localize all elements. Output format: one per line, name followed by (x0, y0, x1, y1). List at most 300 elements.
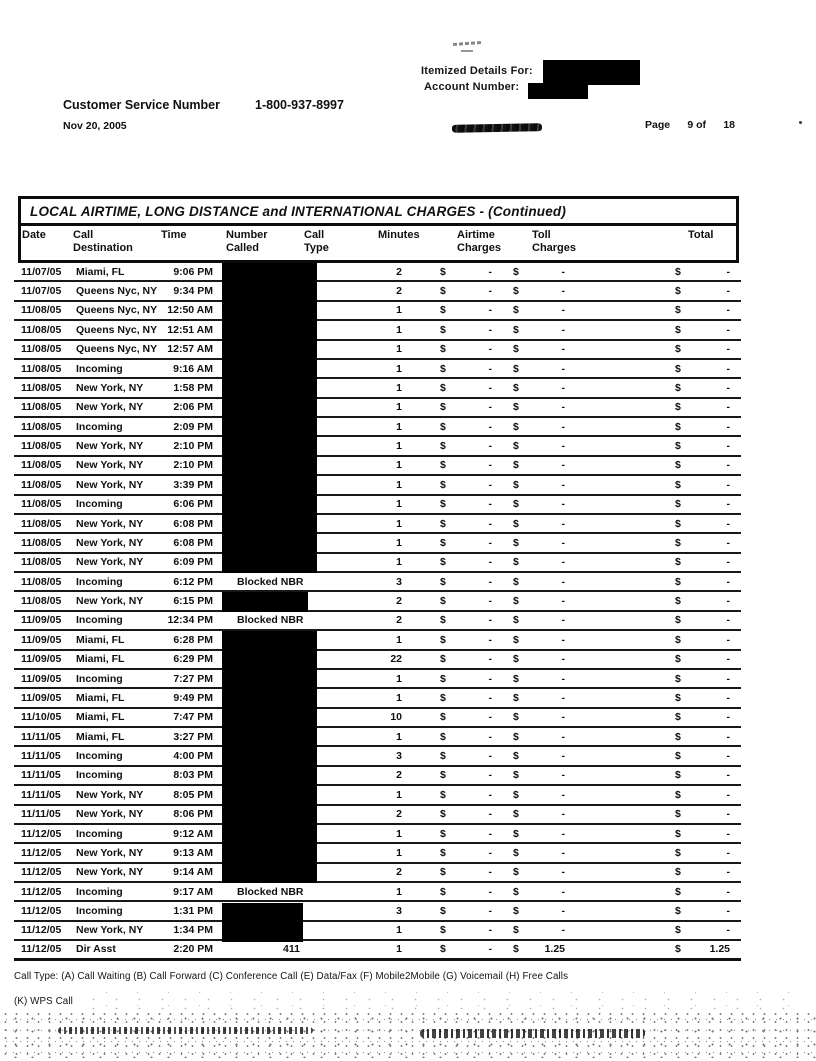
cell-total (675, 634, 730, 646)
cell-date: 11/12/05 (21, 866, 62, 879)
toll-value: - (561, 595, 565, 608)
cell-minutes: 10 (390, 711, 402, 724)
toll-value: - (561, 808, 565, 821)
column-header-time: Time (161, 229, 187, 241)
cell-airtime-charges (440, 556, 492, 568)
table-row (14, 321, 741, 340)
total-value: - (726, 595, 730, 608)
cell-call-destination: Incoming (76, 769, 123, 782)
table-row (14, 631, 741, 650)
cell-time: 2:20 PM (173, 943, 213, 956)
total-value: - (726, 323, 730, 336)
airtime-value: - (488, 536, 492, 549)
table-row (14, 825, 741, 844)
cell-airtime-charges (440, 653, 492, 665)
cell-call-destination: Incoming (76, 672, 123, 685)
cell-call-destination: New York, NY (76, 440, 144, 453)
cell-time: 6:08 PM (173, 517, 213, 530)
total-value: - (726, 285, 730, 298)
table-row (14, 728, 741, 747)
cell-toll-charges (513, 828, 565, 840)
column-header-call-destination: Call Destination (73, 229, 133, 254)
scan-noise (58, 1027, 313, 1034)
cell-total (675, 886, 730, 898)
cell-call-destination: New York, NY (76, 808, 144, 821)
cell-minutes: 3 (396, 905, 402, 918)
airtime-value: - (488, 343, 492, 356)
cell-toll-charges (513, 905, 565, 917)
cell-minutes: 1 (396, 672, 402, 685)
cell-call-destination: Incoming (76, 362, 123, 375)
table-row (14, 496, 741, 515)
cell-airtime-charges (440, 789, 492, 801)
scan-noise (0, 1010, 816, 1058)
toll-value: - (561, 556, 565, 569)
toll-value: - (561, 381, 565, 394)
currency-symbol: $ (440, 711, 446, 724)
airtime-value: - (488, 381, 492, 394)
currency-symbol: $ (675, 498, 681, 511)
cell-total (675, 595, 730, 607)
currency-symbol: $ (675, 362, 681, 375)
toll-value: - (561, 769, 565, 782)
cell-total (675, 537, 730, 549)
table-title-row (21, 199, 736, 226)
cell-toll-charges (513, 382, 565, 394)
total-value: - (726, 614, 730, 627)
airtime-value: - (488, 304, 492, 317)
cell-date: 11/09/05 (21, 653, 62, 666)
total-value: - (726, 478, 730, 491)
cell-airtime-charges (440, 266, 492, 278)
cell-time: 9:13 AM (173, 846, 213, 859)
redaction-box-number-called (222, 592, 308, 612)
total-value: - (726, 846, 730, 859)
table-row (14, 457, 741, 476)
toll-value: - (561, 459, 565, 472)
currency-symbol: $ (440, 866, 446, 879)
currency-symbol: $ (440, 517, 446, 530)
cell-toll-charges (513, 711, 565, 723)
cell-toll-charges (513, 943, 565, 955)
cell-minutes: 1 (396, 633, 402, 646)
cell-call-destination: New York, NY (76, 924, 144, 937)
cell-call-destination: New York, NY (76, 556, 144, 569)
page-total: 18 (723, 119, 735, 131)
airtime-value: - (488, 614, 492, 627)
toll-value: - (561, 362, 565, 375)
cell-date: 11/08/05 (21, 478, 62, 491)
cell-call-destination: Incoming (76, 575, 123, 588)
currency-symbol: $ (440, 498, 446, 511)
toll-value: - (561, 653, 565, 666)
cell-date: 11/10/05 (21, 711, 62, 724)
cell-minutes: 1 (396, 846, 402, 859)
currency-symbol: $ (440, 672, 446, 685)
table-row (14, 864, 741, 883)
airtime-value: - (488, 575, 492, 588)
currency-symbol: $ (440, 362, 446, 375)
cell-toll-charges (513, 769, 565, 781)
cell-airtime-charges (440, 518, 492, 530)
call-type-legend: Call Type: (A) Call Waiting (B) Call Forward (C) Conference Call (E) Data/Fax (F) Mobile2Mobile (G) Voicemail (H) Free Calls (14, 971, 569, 982)
currency-symbol: $ (513, 653, 519, 666)
total-value: - (726, 827, 730, 840)
airtime-value: - (488, 653, 492, 666)
cell-minutes: 1 (396, 827, 402, 840)
table-row (14, 515, 741, 534)
column-header-total: Total (688, 229, 714, 241)
airtime-value: - (488, 750, 492, 763)
table-row (14, 922, 741, 941)
cell-total (675, 905, 730, 917)
currency-symbol: $ (513, 556, 519, 569)
table-row (14, 941, 741, 960)
cell-date: 11/07/05 (21, 285, 62, 298)
cell-minutes: 1 (396, 498, 402, 511)
airtime-value: - (488, 478, 492, 491)
cell-time: 2:10 PM (173, 440, 213, 453)
currency-symbol: $ (440, 943, 446, 956)
toll-value: 1.25 (544, 943, 565, 956)
cell-airtime-charges (440, 421, 492, 433)
scan-scribble (452, 123, 542, 133)
total-value: - (726, 788, 730, 801)
cell-toll-charges (513, 421, 565, 433)
cell-total (675, 576, 730, 588)
cell-minutes: 1 (396, 381, 402, 394)
currency-symbol: $ (440, 323, 446, 336)
table-row (14, 651, 741, 670)
cell-date: 11/08/05 (21, 401, 62, 414)
cell-total (675, 711, 730, 723)
cell-toll-charges (513, 537, 565, 549)
table-row (14, 302, 741, 321)
cell-total (675, 673, 730, 685)
toll-value: - (561, 711, 565, 724)
currency-symbol: $ (675, 885, 681, 898)
scan-dot (799, 121, 802, 124)
cell-airtime-charges (440, 382, 492, 394)
redaction-box-itemized-details (543, 60, 640, 85)
airtime-value: - (488, 498, 492, 511)
cell-number-called: Blocked NBR (237, 614, 304, 627)
cell-call-destination: New York, NY (76, 595, 144, 608)
toll-value: - (561, 614, 565, 627)
table-column-headers (21, 226, 736, 257)
currency-symbol: $ (675, 323, 681, 336)
cell-time: 12:50 AM (167, 304, 213, 317)
cell-total (675, 479, 730, 491)
cell-toll-charges (513, 343, 565, 355)
cell-time: 4:00 PM (173, 750, 213, 763)
currency-symbol: $ (513, 730, 519, 743)
cell-toll-charges (513, 653, 565, 665)
cell-toll-charges (513, 595, 565, 607)
cell-toll-charges (513, 731, 565, 743)
cell-call-destination: New York, NY (76, 478, 144, 491)
currency-symbol: $ (675, 304, 681, 317)
total-value: - (726, 769, 730, 782)
table-row (14, 612, 741, 631)
cell-airtime-charges (440, 905, 492, 917)
cell-airtime-charges (440, 324, 492, 336)
airtime-value: - (488, 827, 492, 840)
cell-total (675, 324, 730, 336)
total-value: - (726, 691, 730, 704)
total-value: - (726, 711, 730, 724)
redaction-box-account-number (528, 83, 588, 99)
currency-symbol: $ (675, 730, 681, 743)
scan-smudge (453, 41, 481, 46)
cell-minutes: 1 (396, 943, 402, 956)
currency-symbol: $ (675, 691, 681, 704)
total-value: - (726, 808, 730, 821)
cell-number-called: Blocked NBR (237, 885, 304, 898)
cell-toll-charges (513, 498, 565, 510)
currency-symbol: $ (675, 846, 681, 859)
currency-symbol: $ (675, 653, 681, 666)
airtime-value: - (488, 730, 492, 743)
cell-minutes: 2 (396, 769, 402, 782)
page-indicator (645, 119, 735, 131)
currency-symbol: $ (513, 808, 519, 821)
airtime-value: - (488, 905, 492, 918)
cell-airtime-charges (440, 673, 492, 685)
currency-symbol: $ (440, 905, 446, 918)
cell-total (675, 440, 730, 452)
cell-date: 11/09/05 (21, 672, 62, 685)
currency-symbol: $ (675, 440, 681, 453)
cell-total (675, 847, 730, 859)
cell-toll-charges (513, 634, 565, 646)
itemized-details-label: Itemized Details For: (421, 65, 533, 77)
toll-value: - (561, 478, 565, 491)
cell-total (675, 750, 730, 762)
cell-time: 8:05 PM (173, 788, 213, 801)
cell-total (675, 304, 730, 316)
scan-noise (420, 1029, 645, 1038)
total-value: - (726, 905, 730, 918)
cell-toll-charges (513, 847, 565, 859)
cell-minutes: 3 (396, 575, 402, 588)
currency-symbol: $ (513, 672, 519, 685)
cell-call-destination: New York, NY (76, 401, 144, 414)
cell-total (675, 653, 730, 665)
currency-symbol: $ (440, 575, 446, 588)
cell-time: 6:29 PM (173, 653, 213, 666)
cell-time: 9:49 PM (173, 691, 213, 704)
currency-symbol: $ (675, 711, 681, 724)
table-row (14, 689, 741, 708)
currency-symbol: $ (675, 420, 681, 433)
cell-toll-charges (513, 285, 565, 297)
currency-symbol: $ (675, 459, 681, 472)
cell-call-destination: Incoming (76, 885, 123, 898)
currency-symbol: $ (513, 769, 519, 782)
airtime-value: - (488, 672, 492, 685)
currency-symbol: $ (513, 478, 519, 491)
cell-date: 11/08/05 (21, 323, 62, 336)
currency-symbol: $ (440, 885, 446, 898)
airtime-value: - (488, 440, 492, 453)
currency-symbol: $ (440, 691, 446, 704)
cell-toll-charges (513, 750, 565, 762)
cell-airtime-charges (440, 769, 492, 781)
cell-minutes: 1 (396, 420, 402, 433)
cell-minutes: 2 (396, 285, 402, 298)
toll-value: - (561, 498, 565, 511)
cell-airtime-charges (440, 847, 492, 859)
currency-symbol: $ (675, 866, 681, 879)
airtime-value: - (488, 943, 492, 956)
cell-total (675, 285, 730, 297)
cell-date: 11/08/05 (21, 304, 62, 317)
currency-symbol: $ (440, 381, 446, 394)
toll-value: - (561, 343, 565, 356)
cell-minutes: 1 (396, 691, 402, 704)
cell-total (675, 692, 730, 704)
toll-value: - (561, 691, 565, 704)
cell-minutes: 1 (396, 343, 402, 356)
table-row (14, 883, 741, 902)
cell-number-called: Blocked NBR (237, 575, 304, 588)
cell-total (675, 924, 730, 936)
cell-date: 11/09/05 (21, 691, 62, 704)
total-value: - (726, 304, 730, 317)
airtime-value: - (488, 866, 492, 879)
currency-symbol: $ (675, 750, 681, 763)
cell-minutes: 1 (396, 440, 402, 453)
currency-symbol: $ (440, 595, 446, 608)
table-row (14, 709, 741, 728)
cell-airtime-charges (440, 498, 492, 510)
total-value: 1.25 (709, 943, 730, 956)
cell-toll-charges (513, 808, 565, 820)
cell-toll-charges (513, 556, 565, 568)
cell-date: 11/11/05 (21, 808, 61, 821)
table-row (14, 360, 741, 379)
cell-call-destination: Queens Nyc, NY (76, 323, 158, 336)
currency-symbol: $ (513, 943, 519, 956)
airtime-value: - (488, 323, 492, 336)
currency-symbol: $ (513, 788, 519, 801)
cell-airtime-charges (440, 866, 492, 878)
currency-symbol: $ (513, 866, 519, 879)
cell-call-destination: New York, NY (76, 866, 144, 879)
cell-call-destination: Miami, FL (76, 711, 125, 724)
table-row (14, 592, 741, 611)
cell-call-destination: Incoming (76, 750, 123, 763)
toll-value: - (561, 924, 565, 937)
currency-symbol: $ (675, 575, 681, 588)
cell-time: 2:09 PM (173, 420, 213, 433)
table-title: LOCAL AIRTIME, LONG DISTANCE and INTERNATIONAL CHARGES - (Continued) (30, 203, 567, 219)
currency-symbol: $ (675, 943, 681, 956)
cell-date: 11/12/05 (21, 943, 62, 956)
table-row (14, 806, 741, 825)
currency-symbol: $ (675, 517, 681, 530)
total-value: - (726, 730, 730, 743)
cell-call-destination: Incoming (76, 905, 123, 918)
toll-value: - (561, 750, 565, 763)
currency-symbol: $ (440, 265, 446, 278)
cell-airtime-charges (440, 692, 492, 704)
cell-total (675, 556, 730, 568)
cell-minutes: 1 (396, 556, 402, 569)
table-row (14, 379, 741, 398)
cell-time: 8:06 PM (173, 808, 213, 821)
currency-symbol: $ (513, 750, 519, 763)
cell-call-destination: Miami, FL (76, 653, 125, 666)
cell-time: 12:57 AM (167, 343, 213, 356)
currency-symbol: $ (440, 459, 446, 472)
currency-symbol: $ (675, 343, 681, 356)
cell-time: 9:12 AM (173, 827, 213, 840)
total-value: - (726, 459, 730, 472)
cell-toll-charges (513, 789, 565, 801)
currency-symbol: $ (513, 459, 519, 472)
currency-symbol: $ (513, 595, 519, 608)
currency-symbol: $ (440, 788, 446, 801)
cell-date: 11/08/05 (21, 575, 62, 588)
cell-date: 11/08/05 (21, 440, 62, 453)
toll-value: - (561, 440, 565, 453)
currency-symbol: $ (440, 343, 446, 356)
currency-symbol: $ (675, 265, 681, 278)
total-value: - (726, 885, 730, 898)
cell-call-destination: Incoming (76, 498, 123, 511)
total-value: - (726, 440, 730, 453)
currency-symbol: $ (513, 420, 519, 433)
cell-total (675, 343, 730, 355)
total-value: - (726, 536, 730, 549)
currency-symbol: $ (513, 905, 519, 918)
table-row (14, 554, 741, 573)
total-value: - (726, 633, 730, 646)
table-row (14, 670, 741, 689)
currency-symbol: $ (675, 536, 681, 549)
cell-date: 11/12/05 (21, 885, 62, 898)
cell-time: 9:34 PM (173, 285, 213, 298)
cell-toll-charges (513, 266, 565, 278)
airtime-value: - (488, 517, 492, 530)
toll-value: - (561, 788, 565, 801)
total-value: - (726, 556, 730, 569)
currency-symbol: $ (440, 285, 446, 298)
redaction-box-number-called (222, 631, 317, 883)
currency-symbol: $ (513, 691, 519, 704)
table-row (14, 786, 741, 805)
currency-symbol: $ (675, 808, 681, 821)
cell-time: 6:12 PM (173, 575, 213, 588)
cell-total (675, 808, 730, 820)
cell-toll-charges (513, 886, 565, 898)
cell-total (675, 363, 730, 375)
airtime-value: - (488, 885, 492, 898)
scan-smudge (461, 50, 473, 52)
cell-minutes: 1 (396, 517, 402, 530)
currency-symbol: $ (440, 556, 446, 569)
cell-date: 11/08/05 (21, 536, 62, 549)
table-row (14, 747, 741, 766)
cell-minutes: 1 (396, 304, 402, 317)
cell-total (675, 614, 730, 626)
toll-value: - (561, 401, 565, 414)
cell-minutes: 1 (396, 885, 402, 898)
total-value: - (726, 866, 730, 879)
cell-date: 11/08/05 (21, 381, 62, 394)
